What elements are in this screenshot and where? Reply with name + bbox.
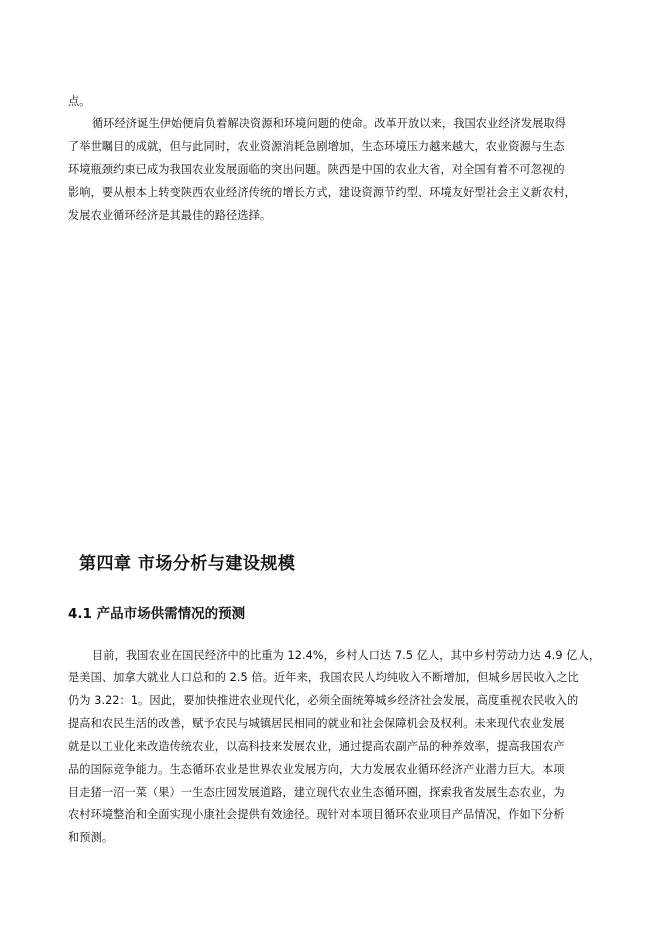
paragraph-line: 发展农业循环经济是其最佳的路径选择。 [68,209,272,222]
paragraph-line: 和预测。 [68,831,114,844]
paragraph-line: 农村环境整治和全面实现小康社会提供有效途径。现针对本项目循环农业项目产品情况，作如下分析 [68,808,565,821]
paragraph-line: 循环经济诞生伊始便肩负着解决资源和环境问题的使命。改革开放以来，我国农业经济发展取得 [92,117,567,130]
paragraph-line: 点。 [68,95,91,108]
paragraph-line: 环境瓶颈约束已成为我国农业发展面临的突出问题。陕西是中国的农业大省，对全国有着不可忽视的 [68,163,565,176]
paragraph-line: 影响，要从根本上转变陕西农业经济传统的增长方式，建设资源节约型、环境友好型社会主义新农村， [68,186,576,199]
paragraph-line: 就是以工业化来改造传统农业，以高科技来发展农业，通过提高农副产品的种养效率，提高我国农产 [68,740,565,753]
section-title: 4.1 产品市场供需情况的预测 [68,606,246,622]
chapter-title: 第四章 市场分析与建设规模 [79,554,296,574]
paragraph-line: 仍为 3.22：1。因此，要加快推进农业现代化，必须全面统筹城乡经济社会发展，高度重视农民收入的 [68,694,579,707]
paragraph-line: 是美国、加拿大就业人口总和的 2.5 倍。近年来，我国农民人均纯收入不断增加，但城乡居民收入之比 [68,671,579,684]
paragraph-line: 品的国际竞争能力。生态循环农业是世界农业发展方向，大力发展农业循环经济产业潜力巨大。本项 [68,763,565,776]
paragraph-line: 目走猪一沼一菜（果）一生态庄园发展道路，建立现代农业生态循环圈，探索我省发展生态农业，为 [68,786,565,799]
paragraph-line: 了举世瞩目的成就，但与此同时，农业资源消耗急剧增加，生态环境压力越来越大，农业资源与生态 [68,140,565,153]
paragraph-line: 提高和农民生活的改善，赋予农民与城镇居民相同的就业和社会保障机会及权利。未来现代农业发展 [68,717,565,730]
paragraph-line: 目前，我国农业在国民经济中的比重为 12.4%，乡村人口达 7.5 亿人，其中乡村劳动力达 4.9 亿人， [92,649,601,662]
